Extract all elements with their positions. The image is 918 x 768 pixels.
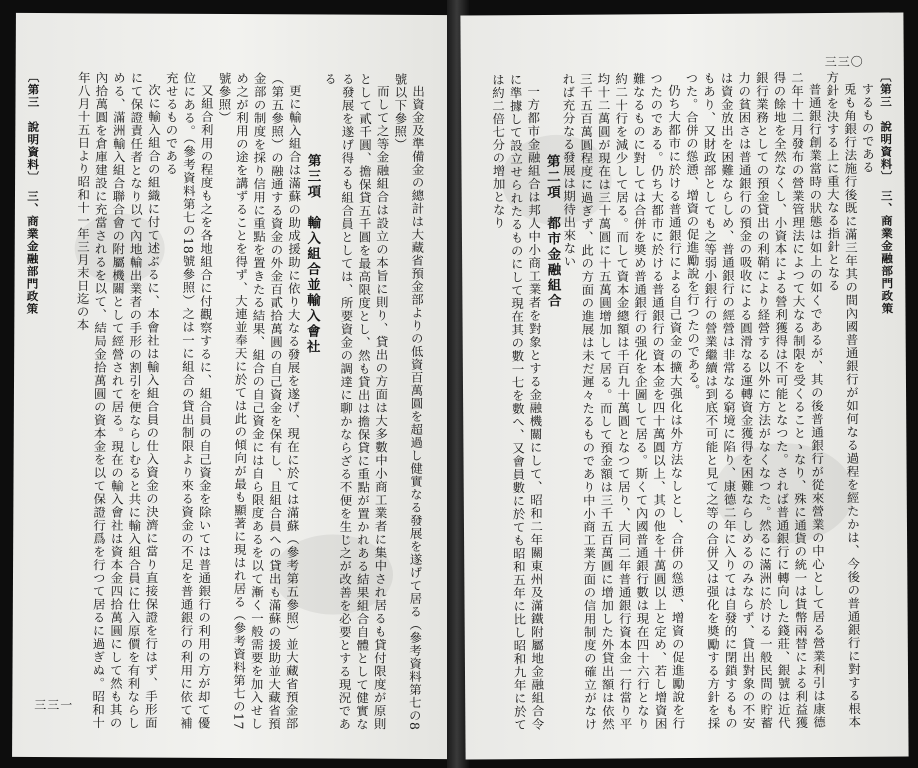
paragraph: 一方都市金融組合は邦人中小商工業者を對象とする金融機關にして、昭和二年關東州及滿鐵附屬地金融組合令に準據して設立せられたるものにして現在其の數一七を數へ、又會員數に於ても昭和五年に比し昭和九年に於ては約二倍七分の增加となり	[490, 73, 546, 732]
paragraph: 而して之等金融組合は設立の本旨に則り、貸出の方面は大多數中小商工業者に集中され居るも貸付限度が原則として貳千圓、擔保貸五千圓を最高限度とし、然も貸出は擔保貸に重點が置かれある結果組合自體として健實なる發展を遂げ得るも組合員としては、所要資金の調達に聊かならざる不便を生じ之が改善を必要とする現況である	[322, 72, 391, 731]
running-head-right: 〔第三 說明資料〕 三、商業金融部門政策	[878, 70, 895, 315]
section-heading: 第三項 輸入組合並輸入會社	[303, 153, 321, 355]
paragraph: 次に輸入組合の組織に付て述ぶるに、本會社は輸入組合員の仕入資金の決濟に當り直接保證を行はず、手形面にて保證責任者となり以て內地輸出業者の手形の割引を便ならしむると共に輸入組合員に仕入原價を有利ならしめる、滿洲輸入組合聯合會の附屬機關として經營されて居る。現在の輸入會社は資本金四拾萬圓にして然も其の內拾萬圓を倉庫建設に充當されるを以て、結局金拾萬圓の資本金を以て保證行爲を行つて居るに過ぎぬ。昭和十年八月十五日より昭和十一年三月末日迄の本	[75, 71, 162, 730]
right-page	[460, 12, 908, 759]
running-head-left: 〔第三 說明資料〕 三、商業金融部門政策	[25, 70, 41, 316]
paragraph: 兎も角銀行法施行後既に滿三年其の間內國普通銀行が如何なる過程を經たかは、今後の普通銀行に對する根本方針を決する上に重大なる指針となる	[824, 70, 862, 729]
section-heading: 第二項 都市金融組合	[543, 153, 561, 309]
page-number-right: 三三〇	[824, 54, 864, 70]
paragraph: 更に輸入組合は滿蘇の助成援助に依り大なる發展を遂げ、現在に於ては滿蘇（參考第五參照）並大藏省預金部（第五參照）の融通する資金の外金百貳拾萬圓の自己資金を保有し、且組合員への貸出も滿蘇の援助並大藏省預金部の制度を採り信用に重點を置きたる結果、組合の自己資金には自ら限度あるを以て漸く一般需要を加入せしめ之が利用の途を講ずることを得ず、大連並奉天に於ては此の傾向が最も顯著に現はれ居る（參考資料第七の17號參照）	[216, 71, 303, 731]
paragraph: 又組合利用の程度も之を各地組合に付觀察するに、組合員の自己資金を除いては普通銀行の利用の方が却て優位にある。（參考資料第七の18號參照）之は一に組合の貸出制限より來る資金の不足を普通銀行の利用に依て補充せるものである	[163, 71, 215, 730]
right-page-text	[489, 71, 881, 732]
page-number-left: 三三一	[34, 697, 74, 713]
paragraph: 出資金及準備金の總計は大藏省預金部よりの低資百萬圓を超過し健實なる發展を遂げて居る（參考資料第七の8號以下參照）	[392, 72, 426, 731]
paragraph: 普通銀行創業當時の狀態は如上の如くであるが、其の後普通銀行が從來營業の中心として居る營業利引は康德二年十二月發布の營業管理法によつて大なる制限を受くることゝなり、殊に通貨の統一は貨幣兩替による利益獲得の餘地を全然なくし、小資本による營利獲得は不可能となつた。されば普通銀行に轉向した錢莊、銀號は近代銀行業務としての預金貸出の利鞘により経營する以外に方法がなくなつた。然るに滿洲に於ける一般民間の貯蓄力の貧困さは普通銀行の預金の吸收による圓滑なる運轉資金獲得を困難ならしめるのみならず、貸出對象の不安は資金放出を困難ならしめ、普通銀行の經營は非常なる窮境に陷り、康德二年に入りては自發的に閉鎖するものもあり、又財政部としても之等弱小銀行の營業繼續は到底不可能と見て之等の合併又は强化を奬勵する方針を採つた。合併の慫慂、增資の促進勵說を行つたのである。	[683, 71, 827, 730]
paragraph: 仍ち大都市に於ける普通銀行による自己資金の擴大强化は外方法なしとし、合併の慫慂、增資の促進勵說を行つたのである。仍ち大都市に於ける普通銀行の資本金を四十萬圓以上、其の他を十萬圓以上と定め、若し增資困難なるものに對しては合併を奬め普通銀行の强化を企圖して居る。斯くて內國普通銀行數は現在四十六行となり約二十行を減少して居る。而して資本金總額は千百九十萬圓となつて居り、大同二年普通銀行資本金一行當り平均十二萬圓が現在は三十萬圓に十五萬圓增加して居る。而して預金額は三千五百萬圓に增加した外貸出額は依然三千五百萬圓程度に過ぎず、此の方面の進展は未だ遲々たるものであり中小商工業方面の信用制度の確立がなければ充分なる發展は期待出來ない	[560, 72, 686, 731]
left-page	[12, 13, 453, 759]
paragraph: するものである	[859, 83, 876, 175]
left-page-text	[42, 71, 426, 731]
